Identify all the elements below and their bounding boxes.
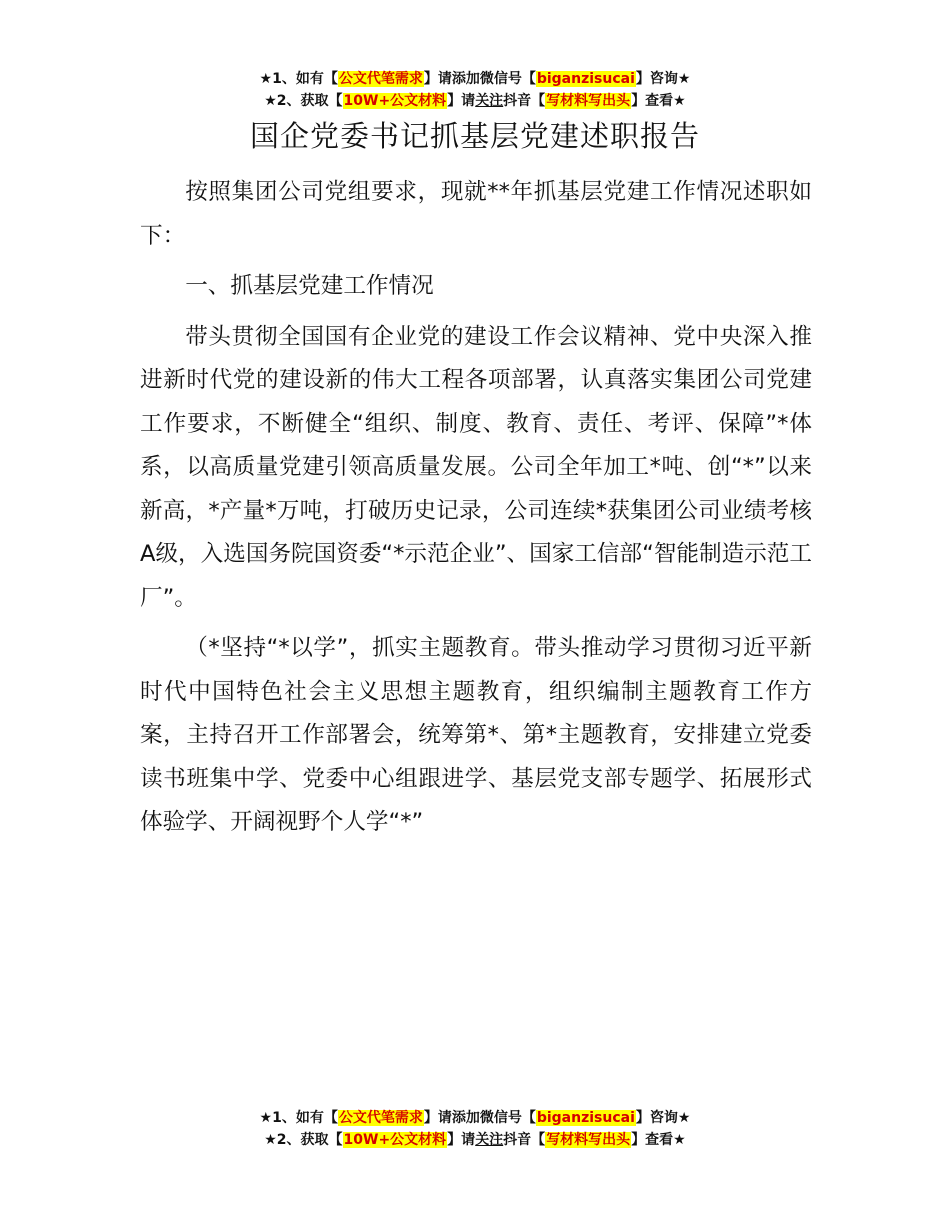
notice-line-1: ★1、如有【公文代笔需求】请添加微信号【biganzisucai】咨询★ — [259, 71, 691, 87]
notice-highlight: 10W+公文材料 — [343, 1132, 447, 1148]
header-notice — [0, 68, 950, 112]
wechat-id-highlight: biganzisucai — [536, 71, 635, 87]
notice-highlight: 10W+公文材料 — [343, 93, 447, 109]
paragraph: 带头贯彻全国国有企业党的建设工作会议精神、党中央深入推进新时代党的建设新的伟大工程各项部署，认真落实集团公司党建工作要求，不断健全“组织、制度、教育、责任、考评、保障”*体系，以高质量党建引领高质量发展。公司全年加工*吨、创“*”以来新高，*产量*万吨，打破历史记录，公司连续*获集团公司业绩考核A级，入选国务院国资委“*示范企业”、国家工信部“智能制造示范工厂”。 — [140, 323, 812, 611]
notice-line-2: ★2、获取【10W+公文材料】请关注抖音【写材料写出头】查看★ — [264, 93, 686, 109]
notice-line-1: ★1、如有【公文代笔需求】请添加微信号【biganzisucai】咨询★ — [259, 1110, 691, 1126]
paragraph: 按照集团公司党组要求，现就**年抓基层党建工作情况述职如下： — [140, 179, 812, 249]
document-body — [140, 171, 812, 852]
footer-notice — [0, 1107, 950, 1151]
notice-line-2: ★2、获取【10W+公文材料】请关注抖音【写材料写出头】查看★ — [264, 1132, 686, 1148]
document-title: 国企党委书记抓基层党建述职报告 — [249, 119, 700, 153]
notice-highlight: 公文代笔需求 — [338, 71, 423, 87]
douyin-highlight: 写材料写出头 — [546, 1132, 631, 1148]
paragraph: （*坚持“*以学”，抓实主题教育。带头推动学习贯彻习近平新时代中国特色社会主义思想主题教育，组织编制主题教育工作方案，主持召开工作部署会，统筹第*、第*主题教育，安排建立党委读书班集中学、党委中心组跟进学、基层党支部专题学、拓展形式体验学、开阔视野个人学“*” — [140, 635, 812, 835]
notice-highlight: 公文代笔需求 — [338, 1110, 423, 1126]
wechat-id-highlight: biganzisucai — [536, 1110, 635, 1126]
section-heading: 一、抓基层党建工作情况 — [185, 273, 434, 299]
douyin-highlight: 写材料写出头 — [546, 93, 631, 109]
